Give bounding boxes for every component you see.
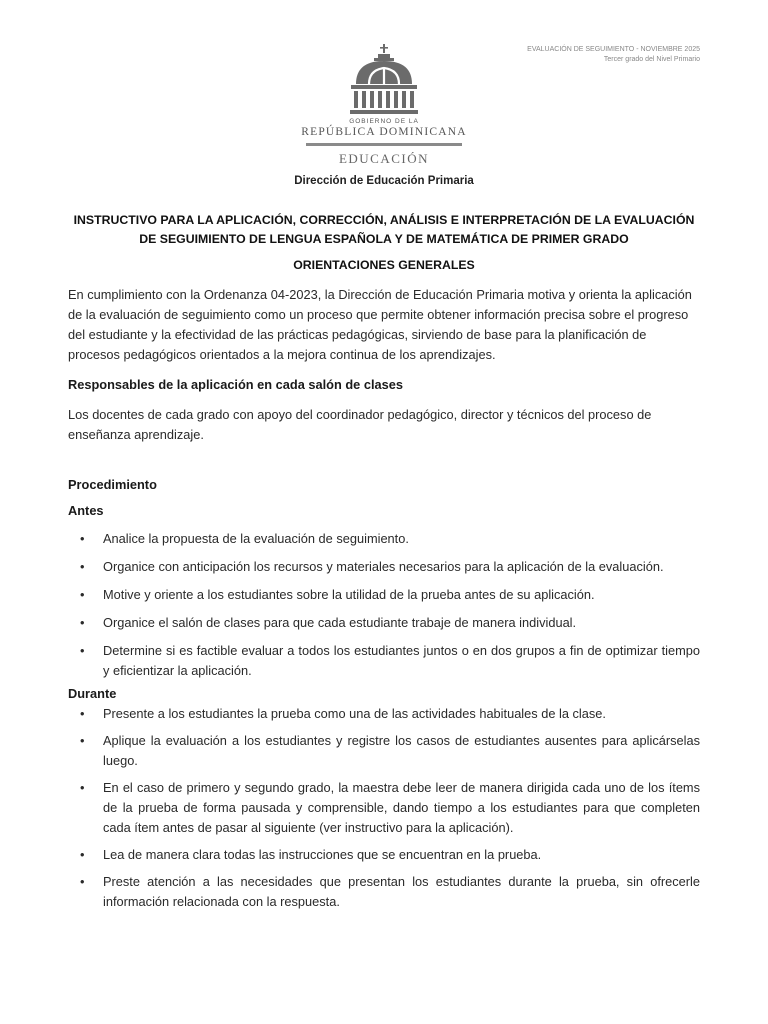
durante-list (68, 704, 700, 912)
bullet-icon: • (80, 780, 85, 795)
list-item-text: Determine si es factible evaluar a todos los estudiantes juntos o en dos grupos a fin de optimizar tiempo y eficientizar la aplicación. (103, 643, 700, 678)
logo-line-republica: REPÚBLICA DOMINICANA (301, 126, 467, 138)
list-item (68, 704, 700, 724)
national-palace-dome-icon (349, 44, 419, 116)
intro-paragraph: En cumplimiento con la Ordenanza 04-2023, la Dirección de Educación Primaria motiva y orienta la aplicación de la evaluación de seguimiento como un proceso que permite obtener información precisa sobre el progreso del estudiante y la efectividad de las prácticas pedagógicas, sirviendo de base para la planificación de procesos pedagógicos orientados a la mejora continua de los aprendizajes. (68, 287, 692, 362)
document-title: INSTRUCTIVO PARA LA APLICACIÓN, CORRECCIÓN, ANÁLISIS E INTERPRETACIÓN DE LA EVALUACIÓN DE SEGUIMIENTO DE LENGUA ESPAÑOLA Y DE MATEMÁTICA DE PRIMER GRADO (73, 213, 695, 246)
responsables-heading: Responsables de la aplicación en cada salón de clases (68, 377, 403, 392)
list-item (68, 845, 700, 865)
list-item (68, 872, 700, 912)
logo-line-educacion: EDUCACIÓN (338, 151, 430, 166)
government-logo (0, 44, 768, 167)
list-item (68, 613, 700, 633)
list-item (68, 529, 700, 549)
bullet-icon: • (80, 643, 85, 658)
bullet-icon: • (80, 706, 85, 721)
list-item-text: En el caso de primero y segundo grado, la maestra debe leer de manera dirigida cada uno de los ítems de la prueba de forma pausada y comprensible, dando tiempo a los estudiantes para que completen cada ítem antes de pasar al siguiente (ver instructivo para la aplicación). (103, 780, 700, 835)
antes-list (68, 529, 700, 681)
list-item (68, 778, 700, 838)
list-item-text: Lea de manera clara todas las instrucciones que se encuentran en la prueba. (103, 847, 542, 862)
bullet-icon: • (80, 531, 85, 546)
list-item-text: Preste atención a las necesidades que presentan los estudiantes durante la prueba, sin ofrecerle información relacionada con la respuesta. (103, 874, 700, 909)
logo-divider (306, 143, 462, 146)
antes-heading: Antes (68, 503, 104, 518)
header-grade-line: Tercer grado del Nivel Primario (603, 56, 700, 63)
bullet-icon: • (80, 733, 85, 748)
bullet-icon: • (80, 615, 85, 630)
list-item-text: Analice la propuesta de la evaluación de seguimiento. (103, 531, 409, 546)
durante-heading: Durante (68, 686, 117, 701)
bullet-icon: • (80, 587, 85, 602)
procedimiento-heading: Procedimiento (68, 477, 157, 492)
list-item (68, 641, 700, 681)
bullet-icon: • (80, 559, 85, 574)
list-item-text: Organice con anticipación los recursos y materiales necesarios para la aplicación de la evaluación. (103, 559, 664, 574)
department-name: Dirección de Educación Primaria (294, 175, 474, 187)
document-body (68, 285, 700, 912)
bullet-icon: • (80, 847, 85, 862)
list-item (68, 557, 700, 577)
list-item-text: Aplique la evaluación a los estudiantes y registre los casos de estudiantes ausentes para aplicárselas luego. (103, 733, 700, 768)
logo-line-gobierno: GOBIERNO DE LA (349, 118, 419, 125)
list-item-text: Presente a los estudiantes la prueba como una de las actividades habituales de la clase. (103, 706, 606, 721)
responsables-paragraph: Los docentes de cada grado con apoyo del coordinador pedagógico, director y técnicos del proceso de enseñanza aprendizaje. (68, 407, 652, 442)
list-item-text: Motive y oriente a los estudiantes sobre la utilidad de la prueba antes de su aplicación. (103, 587, 595, 602)
bullet-icon: • (80, 874, 85, 889)
section-title: ORIENTACIONES GENERALES (293, 258, 475, 272)
list-item (68, 731, 700, 771)
list-item (68, 585, 700, 605)
header-evaluation-line: EVALUACIÓN DE SEGUIMIENTO - NOVIEMBRE 2025 (527, 46, 700, 53)
list-item-text: Organice el salón de clases para que cada estudiante trabaje de manera individual. (103, 615, 577, 630)
